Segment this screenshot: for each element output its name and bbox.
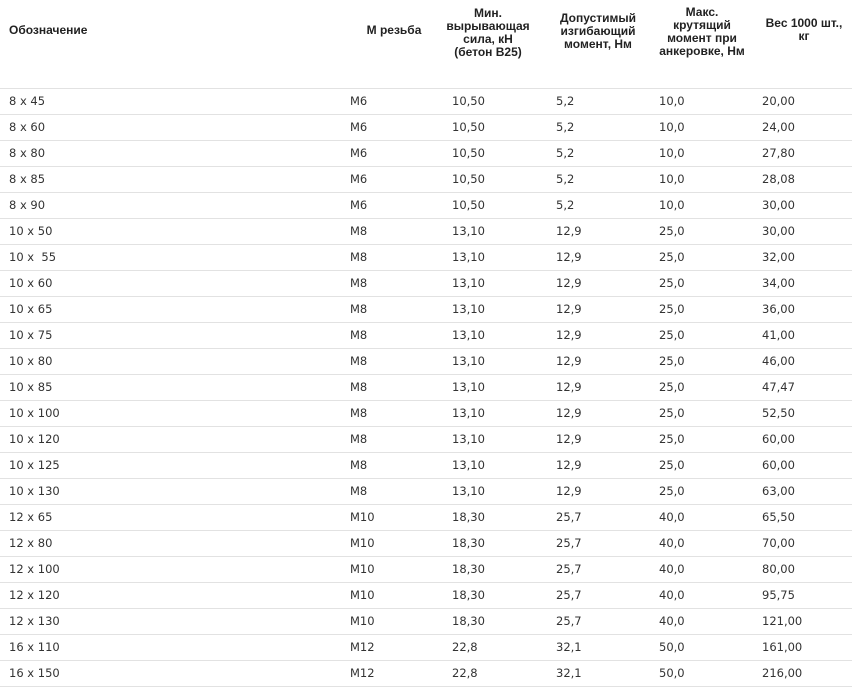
weight-cell: 32,00 bbox=[762, 250, 795, 264]
designation-cell: 10 x 85 bbox=[9, 380, 53, 394]
thread-cell: М6 bbox=[350, 198, 368, 212]
pullout-force-cell: 13,10 bbox=[452, 484, 485, 498]
table-row bbox=[0, 245, 852, 271]
torque-cell: 50,0 bbox=[659, 666, 685, 680]
torque-cell: 25,0 bbox=[659, 484, 685, 498]
pullout-force-cell: 18,30 bbox=[452, 588, 485, 602]
table-row bbox=[0, 297, 852, 323]
pullout-force-cell: 22,8 bbox=[452, 640, 478, 654]
thread-cell: М10 bbox=[350, 536, 375, 550]
torque-cell: 25,0 bbox=[659, 432, 685, 446]
table-row bbox=[0, 115, 852, 141]
table-header bbox=[0, 0, 852, 89]
header-weight: Вес 1000 шт., кг bbox=[765, 16, 843, 43]
torque-cell: 25,0 bbox=[659, 458, 685, 472]
bending-moment-cell: 25,7 bbox=[556, 614, 582, 628]
table-row bbox=[0, 661, 852, 687]
table-row bbox=[0, 531, 852, 557]
torque-cell: 25,0 bbox=[659, 406, 685, 420]
designation-cell: 10 x 100 bbox=[9, 406, 60, 420]
torque-cell: 10,0 bbox=[659, 198, 685, 212]
thread-cell: М10 bbox=[350, 614, 375, 628]
pullout-force-cell: 10,50 bbox=[452, 120, 485, 134]
weight-cell: 63,00 bbox=[762, 484, 795, 498]
table-row bbox=[0, 141, 852, 167]
thread-cell: М8 bbox=[350, 380, 368, 394]
table-row bbox=[0, 609, 852, 635]
weight-cell: 161,00 bbox=[762, 640, 803, 654]
thread-cell: М8 bbox=[350, 458, 368, 472]
table-row bbox=[0, 271, 852, 297]
designation-cell: 10 x 65 bbox=[9, 302, 53, 316]
designation-cell: 8 x 80 bbox=[9, 146, 46, 160]
pullout-force-cell: 18,30 bbox=[452, 562, 485, 576]
designation-cell: 12 x 120 bbox=[9, 588, 60, 602]
torque-cell: 10,0 bbox=[659, 120, 685, 134]
pullout-force-cell: 18,30 bbox=[452, 536, 485, 550]
table-row bbox=[0, 193, 852, 219]
weight-cell: 216,00 bbox=[762, 666, 803, 680]
pullout-force-cell: 10,50 bbox=[452, 146, 485, 160]
thread-cell: М6 bbox=[350, 120, 368, 134]
bending-moment-cell: 12,9 bbox=[556, 276, 582, 290]
designation-cell: 10 x 55 bbox=[9, 250, 57, 264]
thread-cell: М8 bbox=[350, 250, 368, 264]
thread-cell: М8 bbox=[350, 276, 368, 290]
pullout-force-cell: 13,10 bbox=[452, 380, 485, 394]
pullout-force-cell: 13,10 bbox=[452, 328, 485, 342]
thread-cell: М10 bbox=[350, 588, 375, 602]
torque-cell: 40,0 bbox=[659, 536, 685, 550]
table-row bbox=[0, 219, 852, 245]
pullout-force-cell: 22,8 bbox=[452, 666, 478, 680]
bending-moment-cell: 12,9 bbox=[556, 250, 582, 264]
torque-cell: 40,0 bbox=[659, 614, 685, 628]
pullout-force-cell: 13,10 bbox=[452, 276, 485, 290]
table-row bbox=[0, 89, 852, 115]
designation-cell: 16 x 110 bbox=[9, 640, 60, 654]
thread-cell: М12 bbox=[350, 666, 375, 680]
pullout-force-cell: 18,30 bbox=[452, 510, 485, 524]
designation-cell: 12 x 100 bbox=[9, 562, 60, 576]
designation-cell: 8 x 85 bbox=[9, 172, 46, 186]
bending-moment-cell: 5,2 bbox=[556, 198, 575, 212]
thread-cell: М6 bbox=[350, 146, 368, 160]
thread-cell: М10 bbox=[350, 562, 375, 576]
thread-cell: М8 bbox=[350, 328, 368, 342]
designation-cell: 8 x 45 bbox=[9, 94, 46, 108]
bending-moment-cell: 12,9 bbox=[556, 484, 582, 498]
torque-cell: 25,0 bbox=[659, 250, 685, 264]
table-row bbox=[0, 427, 852, 453]
pullout-force-cell: 13,10 bbox=[452, 302, 485, 316]
table-row bbox=[0, 635, 852, 661]
torque-cell: 25,0 bbox=[659, 224, 685, 238]
weight-cell: 60,00 bbox=[762, 432, 795, 446]
weight-cell: 52,50 bbox=[762, 406, 795, 420]
weight-cell: 36,00 bbox=[762, 302, 795, 316]
bending-moment-cell: 25,7 bbox=[556, 562, 582, 576]
designation-cell: 12 x 80 bbox=[9, 536, 53, 550]
header-designation: Обозначение bbox=[9, 22, 88, 37]
designation-cell: 10 x 75 bbox=[9, 328, 53, 342]
bending-moment-cell: 5,2 bbox=[556, 172, 575, 186]
torque-cell: 50,0 bbox=[659, 640, 685, 654]
weight-cell: 65,50 bbox=[762, 510, 795, 524]
pullout-force-cell: 10,50 bbox=[452, 198, 485, 212]
weight-cell: 27,80 bbox=[762, 146, 795, 160]
bending-moment-cell: 25,7 bbox=[556, 588, 582, 602]
weight-cell: 41,00 bbox=[762, 328, 795, 342]
torque-cell: 40,0 bbox=[659, 510, 685, 524]
designation-cell: 8 x 90 bbox=[9, 198, 46, 212]
pullout-force-cell: 10,50 bbox=[452, 172, 485, 186]
pullout-force-cell: 18,30 bbox=[452, 614, 485, 628]
weight-cell: 28,08 bbox=[762, 172, 795, 186]
table-row bbox=[0, 583, 852, 609]
thread-cell: М6 bbox=[350, 94, 368, 108]
thread-cell: М8 bbox=[350, 406, 368, 420]
table-row bbox=[0, 479, 852, 505]
thread-cell: М12 bbox=[350, 640, 375, 654]
weight-cell: 46,00 bbox=[762, 354, 795, 368]
table-row bbox=[0, 505, 852, 531]
pullout-force-cell: 13,10 bbox=[452, 224, 485, 238]
designation-cell: 10 x 50 bbox=[9, 224, 53, 238]
bending-moment-cell: 12,9 bbox=[556, 380, 582, 394]
torque-cell: 10,0 bbox=[659, 94, 685, 108]
torque-cell: 25,0 bbox=[659, 302, 685, 316]
weight-cell: 47,47 bbox=[762, 380, 795, 394]
table-row bbox=[0, 167, 852, 193]
weight-cell: 95,75 bbox=[762, 588, 795, 602]
thread-cell: М8 bbox=[350, 484, 368, 498]
thread-cell: М8 bbox=[350, 354, 368, 368]
designation-cell: 10 x 80 bbox=[9, 354, 53, 368]
weight-cell: 80,00 bbox=[762, 562, 795, 576]
designation-cell: 10 x 130 bbox=[9, 484, 60, 498]
table-row bbox=[0, 375, 852, 401]
torque-cell: 25,0 bbox=[659, 380, 685, 394]
torque-cell: 40,0 bbox=[659, 588, 685, 602]
table-row bbox=[0, 401, 852, 427]
pullout-force-cell: 13,10 bbox=[452, 354, 485, 368]
weight-cell: 30,00 bbox=[762, 198, 795, 212]
torque-cell: 25,0 bbox=[659, 354, 685, 368]
designation-cell: 10 x 120 bbox=[9, 432, 60, 446]
header-bending-moment: Допустимый изгибающий момент, Нм bbox=[559, 10, 637, 51]
bending-moment-cell: 32,1 bbox=[556, 666, 582, 680]
bending-moment-cell: 25,7 bbox=[556, 510, 582, 524]
header-thread: М резьба bbox=[366, 22, 422, 37]
pullout-force-cell: 10,50 bbox=[452, 94, 485, 108]
table-body bbox=[0, 89, 852, 687]
designation-cell: 10 x 125 bbox=[9, 458, 60, 472]
bending-moment-cell: 25,7 bbox=[556, 536, 582, 550]
designation-cell: 12 x 65 bbox=[9, 510, 53, 524]
pullout-force-cell: 13,10 bbox=[452, 406, 485, 420]
torque-cell: 10,0 bbox=[659, 146, 685, 160]
torque-cell: 25,0 bbox=[659, 328, 685, 342]
designation-cell: 10 x 60 bbox=[9, 276, 53, 290]
bending-moment-cell: 12,9 bbox=[556, 354, 582, 368]
thread-cell: М8 bbox=[350, 224, 368, 238]
bending-moment-cell: 12,9 bbox=[556, 302, 582, 316]
designation-cell: 16 x 150 bbox=[9, 666, 60, 680]
table-row bbox=[0, 349, 852, 375]
bending-moment-cell: 32,1 bbox=[556, 640, 582, 654]
bending-moment-cell: 12,9 bbox=[556, 458, 582, 472]
pullout-force-cell: 13,10 bbox=[452, 458, 485, 472]
bending-moment-cell: 5,2 bbox=[556, 146, 575, 160]
weight-cell: 30,00 bbox=[762, 224, 795, 238]
table-row bbox=[0, 323, 852, 349]
designation-cell: 12 x 130 bbox=[9, 614, 60, 628]
weight-cell: 121,00 bbox=[762, 614, 803, 628]
table-row bbox=[0, 557, 852, 583]
bending-moment-cell: 5,2 bbox=[556, 94, 575, 108]
weight-cell: 60,00 bbox=[762, 458, 795, 472]
weight-cell: 34,00 bbox=[762, 276, 795, 290]
header-torque: Макс. крутящий момент при анкеровке, Нм bbox=[659, 5, 745, 58]
thread-cell: М10 bbox=[350, 510, 375, 524]
weight-cell: 24,00 bbox=[762, 120, 795, 134]
bending-moment-cell: 5,2 bbox=[556, 120, 575, 134]
bending-moment-cell: 12,9 bbox=[556, 406, 582, 420]
torque-cell: 25,0 bbox=[659, 276, 685, 290]
pullout-force-cell: 13,10 bbox=[452, 432, 485, 446]
pullout-force-cell: 13,10 bbox=[452, 250, 485, 264]
thread-cell: М6 bbox=[350, 172, 368, 186]
weight-cell: 70,00 bbox=[762, 536, 795, 550]
weight-cell: 20,00 bbox=[762, 94, 795, 108]
header-pullout-force: Мин. вырывающая сила, кН (бетон В25) bbox=[446, 6, 530, 59]
bending-moment-cell: 12,9 bbox=[556, 328, 582, 342]
thread-cell: М8 bbox=[350, 302, 368, 316]
bending-moment-cell: 12,9 bbox=[556, 224, 582, 238]
torque-cell: 10,0 bbox=[659, 172, 685, 186]
bending-moment-cell: 12,9 bbox=[556, 432, 582, 446]
thread-cell: М8 bbox=[350, 432, 368, 446]
table-row bbox=[0, 453, 852, 479]
designation-cell: 8 x 60 bbox=[9, 120, 46, 134]
torque-cell: 40,0 bbox=[659, 562, 685, 576]
